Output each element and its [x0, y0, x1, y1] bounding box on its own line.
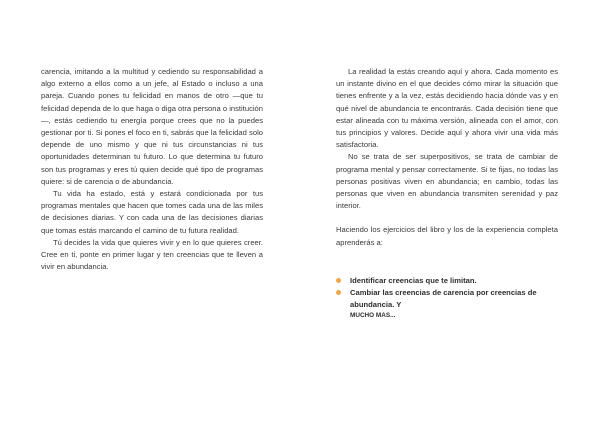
- list-item: [336, 287, 558, 311]
- left-paragraph-1: carencia, imitando a la multitud y cediendo su responsabilidad a algo externo a ellos como a un jefe, al Estado o incluso a una pareja. Cuando pones tu felicidad en manos de otro —que tu felicidad dependa de lo que haga o diga otra persona o institución—, estás cediendo tu energía porque crees que no la puedes gestionar por ti. Si pones el foco en ti, sabrás que la felicidad solo depende de uno mismo y que ni tus circunstancias ni tus oportunidades determinan tu futuro. Lo que determina tu futuro son tus programas y eres tú quien decide qué tipo de programas quiere: si de carencia o de abundancia.: [41, 67, 263, 186]
- right-page-text: [336, 66, 558, 321]
- right-paragraph-2: No se trata de ser superpositivos, se trata de cambiar de programa mental y pensar correctamente. Si te fijas, no todas las personas positivas viven en abundancia; en cambio, todas las personas que viven en abundancia transmiten serenidad y paz interior.: [336, 152, 558, 211]
- right-paragraph-3: Haciendo los ejercicios del libro y los de la experiencia completa aprenderás a:: [336, 225, 558, 247]
- right-paragraph-1: La realidad la estás creando aquí y ahora. Cada momento es un instante divino en el que decides cómo mirar la situación que tienes enfrente y a la vez, estás decidiendo hacia dónde vas y en qué nivel de abundancia te encontrarás. Cada decisión tiene que estar alineada con tu máxima versión, alineada con el amor, con tus principios y valores. Decide aquí y ahora vivir una vida más satisfactoria.: [336, 67, 558, 150]
- bullet-dot-icon: [336, 290, 341, 295]
- list-item-text: Cambiar las creencias de carencia por creencias de abundancia. Y: [350, 287, 537, 309]
- learning-list: [336, 275, 558, 311]
- left-paragraph-2: Tu vida ha estado, está y estará condicionada por tus programas mentales que hacen que tomes cada una de las miles de decisiones diarias. Y con cada una de las decisiones diarias que tomas estás marcando el camino de tu futura realidad.: [41, 189, 263, 235]
- bullet-dot-icon: [336, 278, 341, 283]
- list-item-text: Identificar creencias que te limitan.: [350, 275, 477, 285]
- list-item: [336, 275, 558, 287]
- left-page-text: [41, 66, 263, 273]
- more-note: MUCHO MAS...: [350, 311, 396, 319]
- left-paragraph-3: Tú decides la vida que quieres vivir y en lo que quieres creer. Cree en ti, ponte en primer lugar y ten creencias que te lleven a vivir en abundancia.: [41, 237, 263, 272]
